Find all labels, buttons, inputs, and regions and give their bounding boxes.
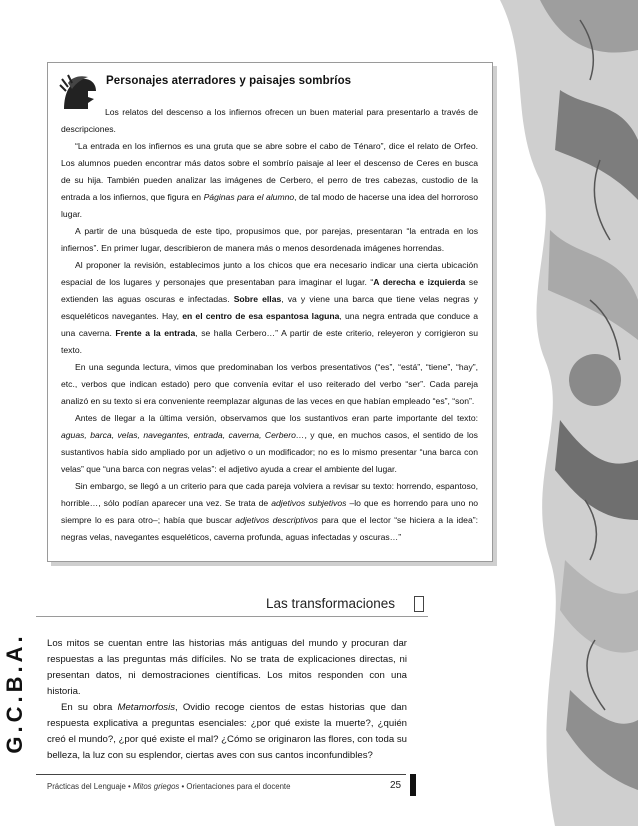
box-title: Personajes aterradores y paisajes sombríos xyxy=(106,75,352,87)
box-paragraph xyxy=(61,104,478,138)
section-title: Las transformaciones xyxy=(266,596,396,611)
side-label xyxy=(0,598,30,788)
box-text-run: , va y viene una barca que tiene velas negras y esqueléticos navegantes. Hay, xyxy=(61,294,478,321)
box-paragraph xyxy=(61,359,478,410)
box-text-run: adjetivos descriptivos xyxy=(235,515,318,525)
footer-suffix: • Orientaciones para el docente xyxy=(179,782,291,791)
footer-text xyxy=(47,782,290,791)
box-text-run: para que el lector “se hiciera a la idea”: negras velas, navegantes esqueléticos, caverna profunda, aguas infectadas y oscuras…” xyxy=(61,515,478,542)
section-divider xyxy=(36,616,428,617)
footer-prefix: Prácticas del Lenguaje • xyxy=(47,782,133,791)
box-text-run: A partir de una búsqueda de este tipo, propusimos que, por parejas, presentaran “la entrada en los infiernos”. En primer lugar, describieron de manera más o menos desordenada imágenes horrendas. xyxy=(61,226,478,253)
box-text-run: Sin embargo, se llegó a un criterio para que cada pareja volviera a revisar su texto: horrendo, espantoso, horrible…, sólo podían aparecer una vez. Se trata de xyxy=(61,481,478,508)
section-text-run: Metamorfosis xyxy=(117,702,176,713)
section-text-run: , Ovidio recoge cientos de estas historias que dan respuesta explicativa a preguntas esenciales: ¿por qué existe la muerte?, ¿quién creó el mundo?, ¿por qué existe el mal? ¿Cómo se originaron las flores, con toda su belleza, la luz con su esplendor, ciertas aves con sus cantos inconfundibles? xyxy=(47,702,407,761)
box-text-run: En una segunda lectura, vimos que predominaban los verbos presentativos (“es”, “está”, “tiene”, “hay”, etc., verbos que indican estado) pero que convenía evitar el uso reiterado del verbo “ser”. Cada pareja analizó en su texto si era conveniente reemplazar algunas de las veces en que habían empleado “es”, “son”. xyxy=(61,362,478,406)
section-marker-icon xyxy=(414,596,424,612)
box-paragraph xyxy=(61,223,478,257)
box-text-run: –lo que es horrendo para uno no siempre lo es para otro–; había que buscar xyxy=(61,498,479,525)
footer-book-title: Mitos griegos xyxy=(132,782,180,791)
box-text-run: aguas, barca, velas, navegantes, entrada, caverna, Cerbero… xyxy=(61,430,305,440)
box-paragraph xyxy=(61,138,478,223)
box-paragraph xyxy=(61,257,478,359)
footer-bar xyxy=(410,774,416,796)
box-text-run: A derecha e izquierda xyxy=(373,277,466,287)
box-text-run: adjetivos subjetivos xyxy=(271,498,347,508)
section-paragraph xyxy=(47,636,407,700)
decorative-illustration xyxy=(500,0,638,826)
box-text-run: “La entrada en los infiernos es una gruta que se abre sobre el cabo de Ténaro”, dice el relato de Orfeo. Los alumnos pueden encontrar más datos sobre el sombrío paisaje al leer el descenso de Ceres en busca de su hija. También pueden analizar las imágenes de Cerbero, el perro de tres cabezas, custodio de la entrada a los infiernos, que figura en xyxy=(61,141,478,202)
box-text-run: Frente a la entrada xyxy=(115,328,196,338)
activity-box xyxy=(47,62,493,562)
section-text-run: Los mitos se cuentan entre las historias más antiguas del mundo y procuran dar respuestas a las preguntas más difíciles. No se trata de explicaciones directas, ni presentan datos, ni demostraciones científicas. Los mitos responden con una historia. xyxy=(47,638,407,697)
side-label-text: G.C.B.A. xyxy=(2,632,27,754)
box-text-run: Los relatos del descenso a los infiernos ofrecen un buen material para presentarlo a través de descripciones. xyxy=(61,107,478,134)
section-body xyxy=(47,636,407,764)
section-paragraph xyxy=(47,700,407,764)
box-text-run: Sobre ellas xyxy=(233,294,282,304)
box-body xyxy=(61,104,478,546)
box-text-run: , se halla Cerbero…” A partir de este criterio, releyeron y corrigieron su texto. xyxy=(61,328,478,355)
box-paragraph xyxy=(61,410,478,478)
page-number: 25 xyxy=(390,780,402,791)
box-text-run: Páginas para el alumno xyxy=(203,192,295,202)
footer-divider xyxy=(36,774,406,775)
box-paragraph xyxy=(61,478,478,546)
box-text-run: , y que, en muchos casos, el sentido de los sustantivos había sido ampliado por un adjetivo o un modificador; no es lo mismo presentar “una barca con velas” que “una barca con negras velas”: el adjetivo ayuda a crear el ambiente del lugar. xyxy=(61,430,478,474)
box-text-run: en el centro de esa espantosa laguna xyxy=(182,311,340,321)
box-text-run: , una negra entrada que conduce a una caverna. xyxy=(61,311,478,338)
box-text-run: , de tal modo de hacerse una idea del horroroso lugar. xyxy=(61,192,479,219)
box-text-run: se extienden las aguas oscuras e infectadas. xyxy=(61,277,478,304)
box-text-run: Al proponer la revisión, establecimos junto a los chicos que era necesario indicar una cierta ubicación espacial de los lugares y personajes que presentaban para imaginar el lugar. “ xyxy=(61,260,478,287)
box-text-run: Antes de llegar a la última versión, observamos que los sustantivos eran parte importante del texto: xyxy=(75,413,478,423)
mythology-art-icon xyxy=(500,0,638,826)
section-text-run: En su obra xyxy=(61,702,118,713)
